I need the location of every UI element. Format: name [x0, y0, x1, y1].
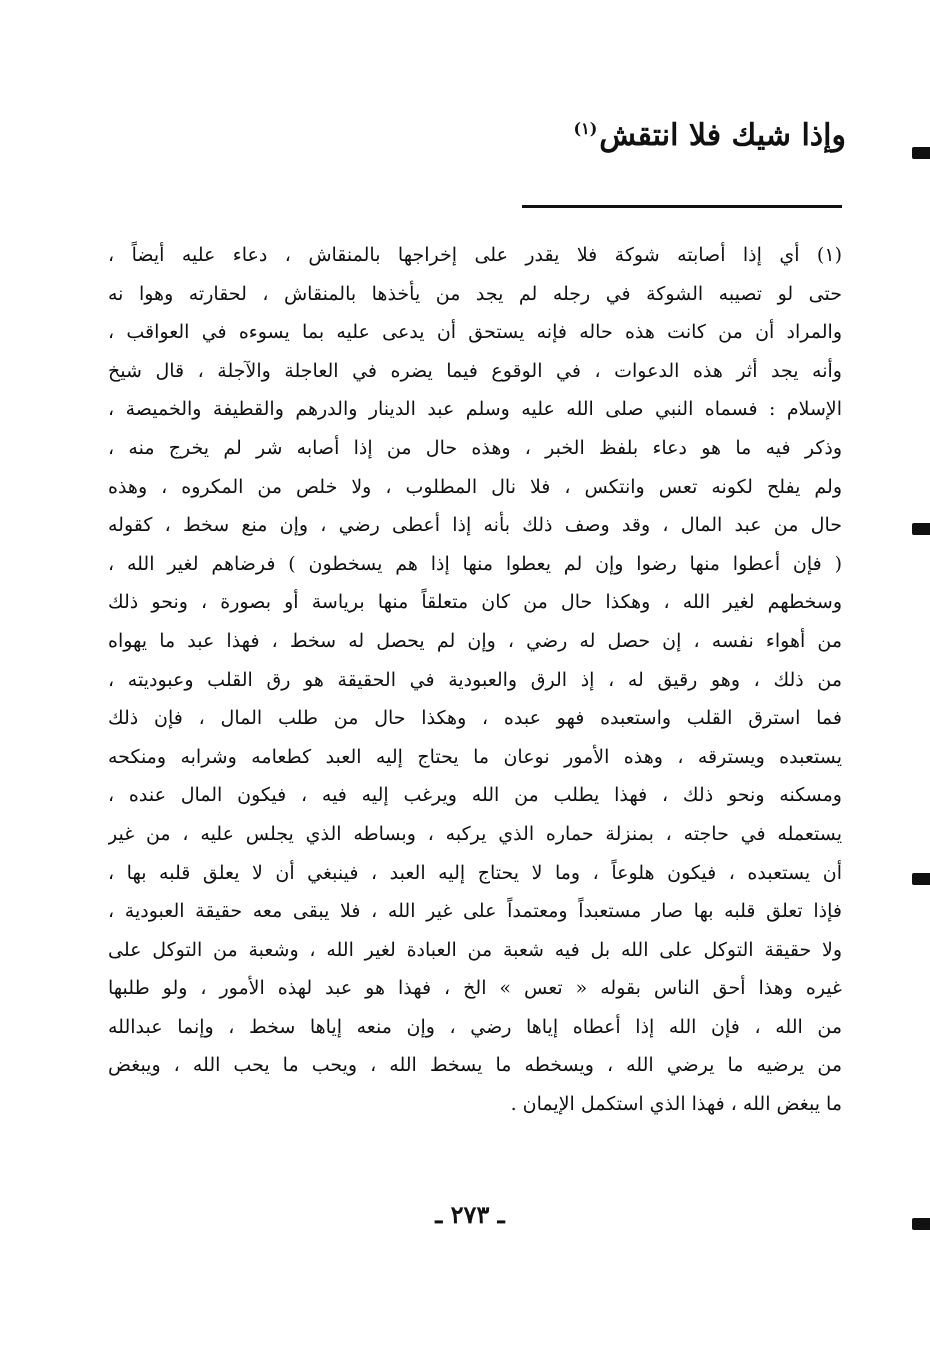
footnote-line: (١) أي إذا أصابته شوكة فلا يقدر على إخراجها بالمنقاش ، دعاء عليه أيضاً ،: [108, 244, 842, 266]
footnote-line: ما يبغض الله ، فهذا الذي استكمل الإيمان .: [510, 1093, 842, 1116]
footnote-line: حال من عبد المال ، وقد وصف ذلك بأنه إذا أعطى رضي ، وإن منع سخط ، كقوله: [108, 514, 842, 537]
footnote-block: [108, 236, 842, 1124]
footnote-line: والمراد أن من كانت هذه حاله فإنه يستحق أن يدعى عليه بما يسوءه في العواقب ،: [108, 321, 842, 344]
footnote-line: حتى لو تصيبه الشوكة في رجله لم يجد من يأخذها بالمنقاش ، لحقارته وهوا نه: [108, 282, 842, 305]
footnote-line: من أهواء نفسه ، إن حصل له رضي ، وإن لم يحصل له سخط ، فهذا عبد ما يهواه: [108, 629, 842, 652]
margin-mark: [912, 873, 930, 885]
footnote-separator-rule: [522, 205, 842, 208]
heading-text: وإذا شيك فلا انتقش: [599, 118, 846, 153]
footnote-line: وذكر فيه ما هو دعاء بلفظ الخبر ، وهذه حال من إذا أصابه شر لم يخرج منه ،: [108, 436, 842, 459]
margin-mark: [912, 523, 930, 535]
footnote-line: ومسكنه ونحو ذلك ، فهذا يطلب من الله ويرغب إليه فيه ، فيكون المال عنده ،: [108, 784, 842, 807]
page-number: ـ ٢٧٣ ـ: [435, 1200, 505, 1229]
footnote-line: يستعمله في حاجته ، بمنزلة حماره الذي يركبه ، وبساطه الذي يجلس عليه ، من غير: [108, 822, 842, 845]
footnote-line: من الله ، فإن الله إذا أعطاه إياها رضي ، وإن منعه إياها سخط ، وإنما عبدالله: [108, 1015, 842, 1038]
heading-line: [346, 118, 846, 178]
footnote-line: يستعبده ويسترقه ، وهذه الأمور نوعان ما يحتاج إليه العبد كطعامه وشرابه ومنكحه: [108, 745, 842, 768]
margin-mark: [912, 1218, 930, 1230]
footnote-line: ولا حقيقة التوكل على الله بل فيه شعبة من العبادة لغير الله ، وشعبة من التوكل على: [108, 938, 842, 961]
footnote-line: فإذا تعلق قلبه بها صار مستعبداً ومعتمداً على غير الله ، فلا يبقى معه حقيقة العبودية ،: [108, 900, 842, 923]
footnote-line: أن يستعبده ، فيكون هلوعاً ، وما لا يحتاج إليه العبد ، فينبغي أن لا يعلق قلبه بها ،: [108, 861, 842, 884]
footnote-line: غيره وهذا أحق الناس بقوله « تعس » الخ ، فهذا هو عبد لهذه الأمور ، ولو طلبها: [108, 977, 842, 1000]
margin-mark: [912, 147, 930, 159]
heading-footnote-marker: (١): [573, 119, 598, 138]
footnote-line: من يرضيه ما يرضي الله ، ويسخطه ما يسخط الله ، ويحب ما يحب الله ، ويبغض: [108, 1054, 842, 1077]
footnote-line: وسخطهم لغير الله ، وهكذا حال من كان متعلقاً منها برياسة أو بصورة ، ونحو ذلك: [108, 591, 842, 614]
footnote-line: من ذلك ، وهو رقيق له ، إذ الرق والعبودية في الحقيقة هو رق القلب وعبوديته ،: [108, 668, 842, 691]
footnote-line: وأنه يجد أثر هذه الدعوات ، في الوقوع فيما يضره في العاجلة والآجلة ، قال شيخ: [108, 359, 842, 382]
footnote-line: فما استرق القلب واستعبده فهو عبده ، وهكذا حال من طلب المال ، فإن ذلك: [108, 707, 842, 730]
footnote-line: ( فإن أعطوا منها رضوا وإن لم يعطوا منها إذا هم يسخطون ) فرضاهم لغير الله ،: [108, 552, 842, 575]
footnote-line: الإسلام : فسماه النبي صلى الله عليه وسلم عبد الدينار والدرهم والقطيفة والخميصة ،: [108, 398, 842, 421]
footnote-line: ولم يفلح لكونه تعس وانتكس ، فلا نال المطلوب ، ولا خلص من المكروه ، وهذه: [108, 475, 842, 498]
